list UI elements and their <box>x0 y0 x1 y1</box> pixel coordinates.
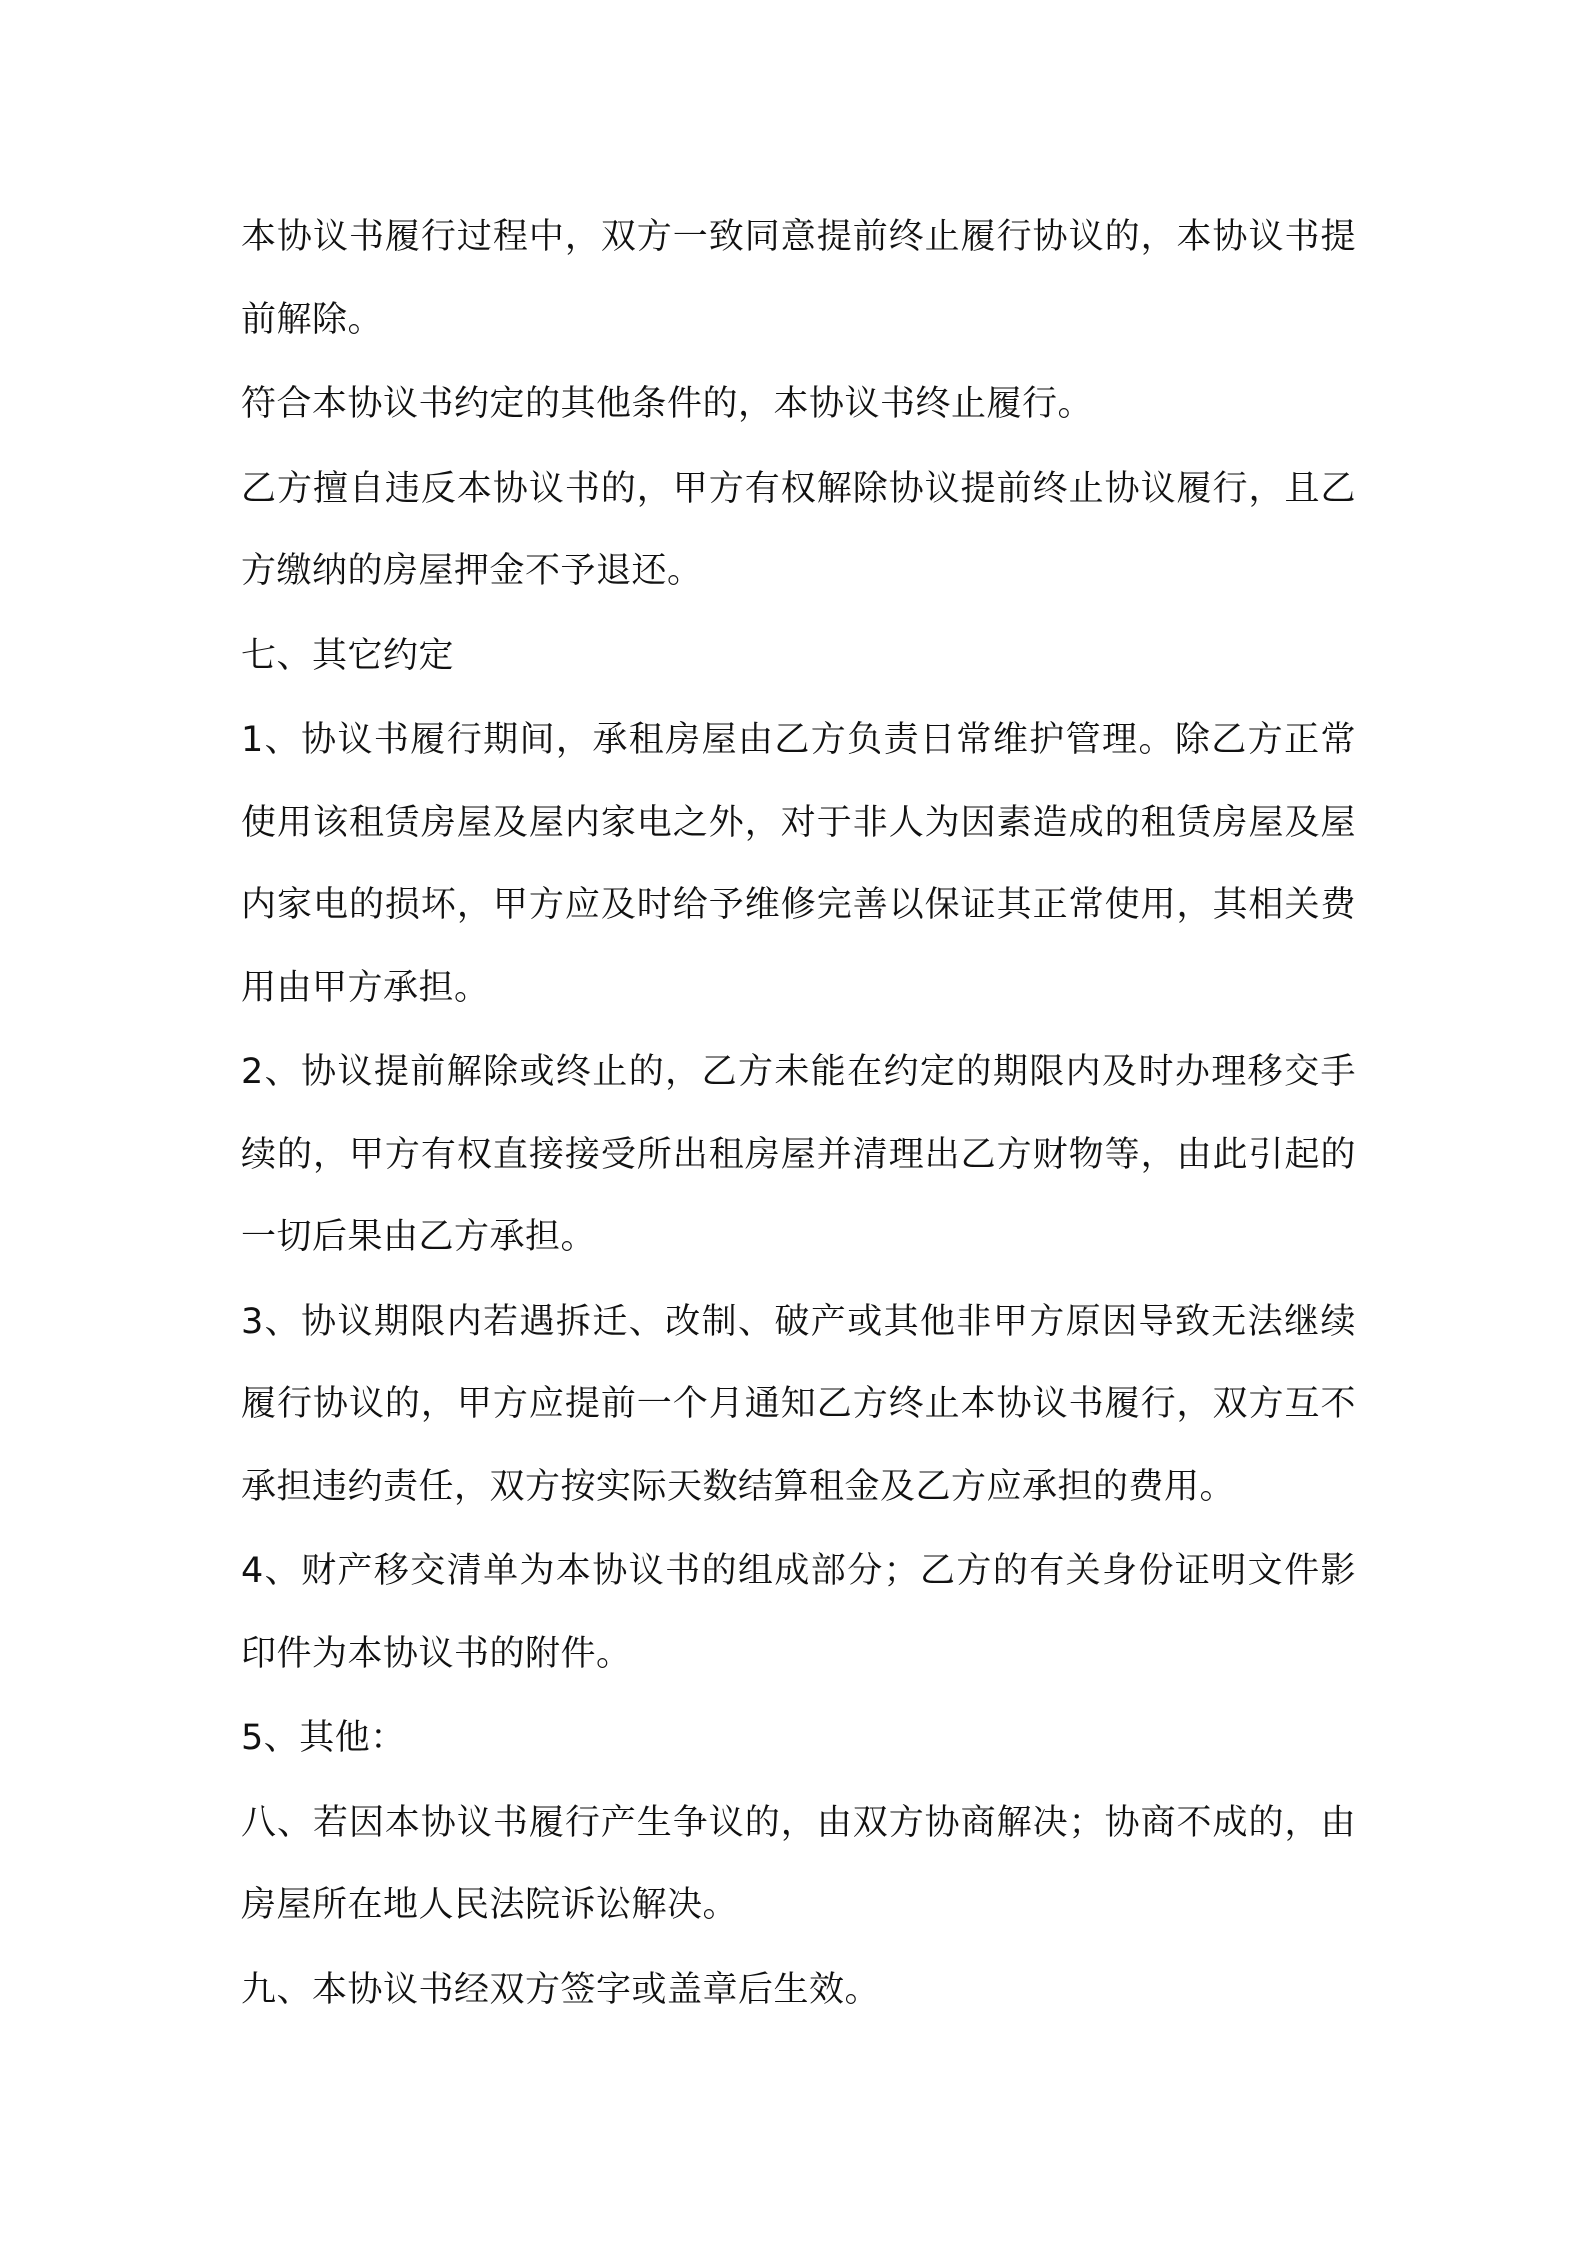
clause-4-attachments: 4、财产移交清单为本协议书的组成部分；乙方的有关身份证明文件影印件为本协议书的附件。 <box>241 1551 1356 1674</box>
clause-1-maintenance: 1、协议书履行期间，承租房屋由乙方负责日常维护管理。除乙方正常使用该租赁房屋及屋内家电之外，对于非人为因素造成的租赁房屋及屋内家电的损坏，甲方应及时给予维修完善以保证其正常使用，其相关费用由甲方承担。 <box>241 720 1356 1008</box>
section-9-effective: 九、本协议书经双方签字或盖章后生效。 <box>241 1969 881 2010</box>
paragraph-other-conditions: 符合本协议书约定的其他条件的，本协议书终止履行。 <box>241 384 1094 424</box>
document-page <box>241 196 1356 2033</box>
clause-5-other: 5、其他： <box>241 1718 406 1758</box>
clause-3-force-majeure: 3、协议期限内若遇拆迁、改制、破产或其他非甲方原因导致无法继续履行协议的，甲方应提前一个月通知乙方终止本协议书履行，双方互不承担违约责任，双方按实际天数结算租金及乙方应承担的费用。 <box>241 1301 1356 1507</box>
section-8-disputes: 八、若因本协议书履行产生争议的，由双方协商解决；协商不成的，由房屋所在地人民法院诉讼解决。 <box>241 1802 1356 1925</box>
clause-2-handover: 2、协议提前解除或终止的，乙方未能在约定的期限内及时办理移交手续的，甲方有权直接接受所出租房屋并清理出乙方财物等，由此引起的一切后果由乙方承担。 <box>241 1052 1356 1257</box>
paragraph-early-termination: 本协议书履行过程中，双方一致同意提前终止履行协议的，本协议书提前解除。 <box>241 217 1356 340</box>
section-heading-7: 七、其它约定 <box>241 635 455 676</box>
paragraph-breach: 乙方擅自违反本协议书的，甲方有权解除协议提前终止协议履行，且乙方缴纳的房屋押金不予退还。 <box>241 468 1356 591</box>
